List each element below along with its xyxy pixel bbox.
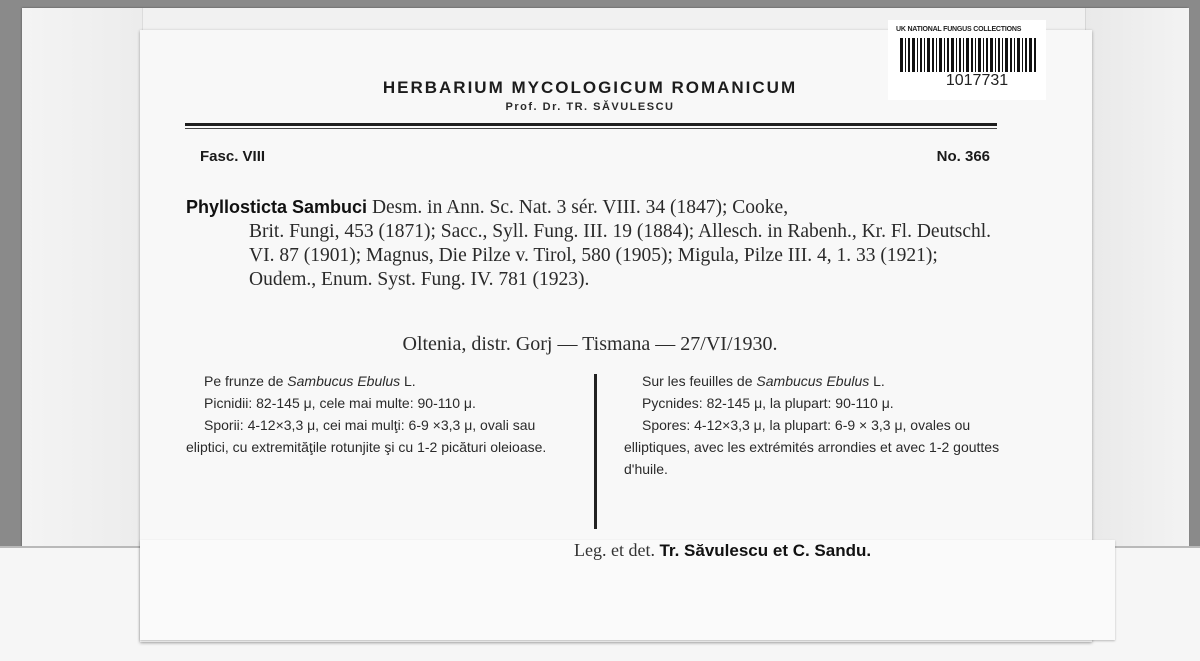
- envelope-left-flap: [22, 8, 143, 548]
- collectors-names: Tr. Săvulescu et C. Sandu.: [659, 541, 872, 560]
- catalog-number: 1017731: [945, 72, 1009, 89]
- column-divider: [594, 374, 597, 529]
- title-rule: [185, 123, 997, 126]
- barcode-image: [900, 38, 1036, 72]
- fascicle-label: Fasc. VIII: [200, 148, 266, 165]
- ro-pycnidia: Picnidii: 82-145 μ, cele mai multe: 90-110 μ.: [204, 395, 476, 411]
- romanian-description: [186, 370, 558, 458]
- collectors-prefix: Leg. et det.: [574, 540, 660, 560]
- barcode-caption: UK NATIONAL FUNGUS COLLECTIONS: [896, 26, 1022, 33]
- fr-host-name: Sambucus Ebulus: [756, 373, 870, 389]
- fr-host-prefix: Sur les feuilles de: [642, 373, 757, 389]
- specimen-number: No. 366: [936, 148, 990, 165]
- species-reference-start: Desm. in Ann. Sc. Nat. 3 sér. VIII. 34 (1847); Cooke,: [371, 197, 789, 218]
- species-citation: [186, 195, 1006, 292]
- fr-host: [624, 370, 1016, 392]
- herbarium-subtitle: Prof. Dr. TR. SĂVULESCU: [505, 101, 675, 113]
- ro-host-suffix: L.: [400, 373, 416, 389]
- ro-host-prefix: Pe frunze de: [204, 373, 288, 389]
- collectors-line: [574, 540, 871, 561]
- fr-spores: Spores: 4-12×3,3 μ, la plupart: 6-9 × 3,3 μ, ovales ou elliptiques, avec les extrémités arrondies et avec 1-2 gouttes d'huile.: [624, 417, 1000, 477]
- species-reference-continued: Brit. Fungi, 453 (1871); Sacc., Syll. Fung. III. 19 (1884); Allesch. in Rabenh., Kr. Fl. Deutschl. VI. 87 (1901); Magnus, Die Pilze v. Tirol, 580 (1905); Migula, Pilze III. 4, 1. 33 (1921); Oudem., Enum. Syst. Fung. IV. 781 (1923).: [249, 221, 992, 290]
- title-rule-thin: [185, 128, 997, 129]
- ro-spores: Sporii: 4-12×3,3 μ, cei mai mulţi: 6-9 ×3,3 μ, ovali sau eliptici, cu extremităţile rotunjite şi cu 1-2 picături oleioase.: [186, 417, 547, 455]
- ro-host-name: Sambucus Ebulus: [287, 373, 401, 389]
- french-description: [624, 370, 1016, 480]
- herbarium-title: HERBARIUM MYCOLOGICUM ROMANICUM: [382, 78, 798, 97]
- ro-host: [186, 370, 558, 392]
- fr-host-suffix: L.: [869, 373, 885, 389]
- species-first-line: [186, 195, 1006, 220]
- envelope-right-flap: [1085, 8, 1189, 548]
- fr-pycnidia: Pycnides: 82-145 μ, la plupart: 90-110 μ.: [642, 395, 894, 411]
- collection-locality: Oltenia, distr. Gorj — Tismana — 27/VI/1930.: [402, 333, 778, 355]
- species-name: Phyllosticta Sambuci: [186, 197, 368, 217]
